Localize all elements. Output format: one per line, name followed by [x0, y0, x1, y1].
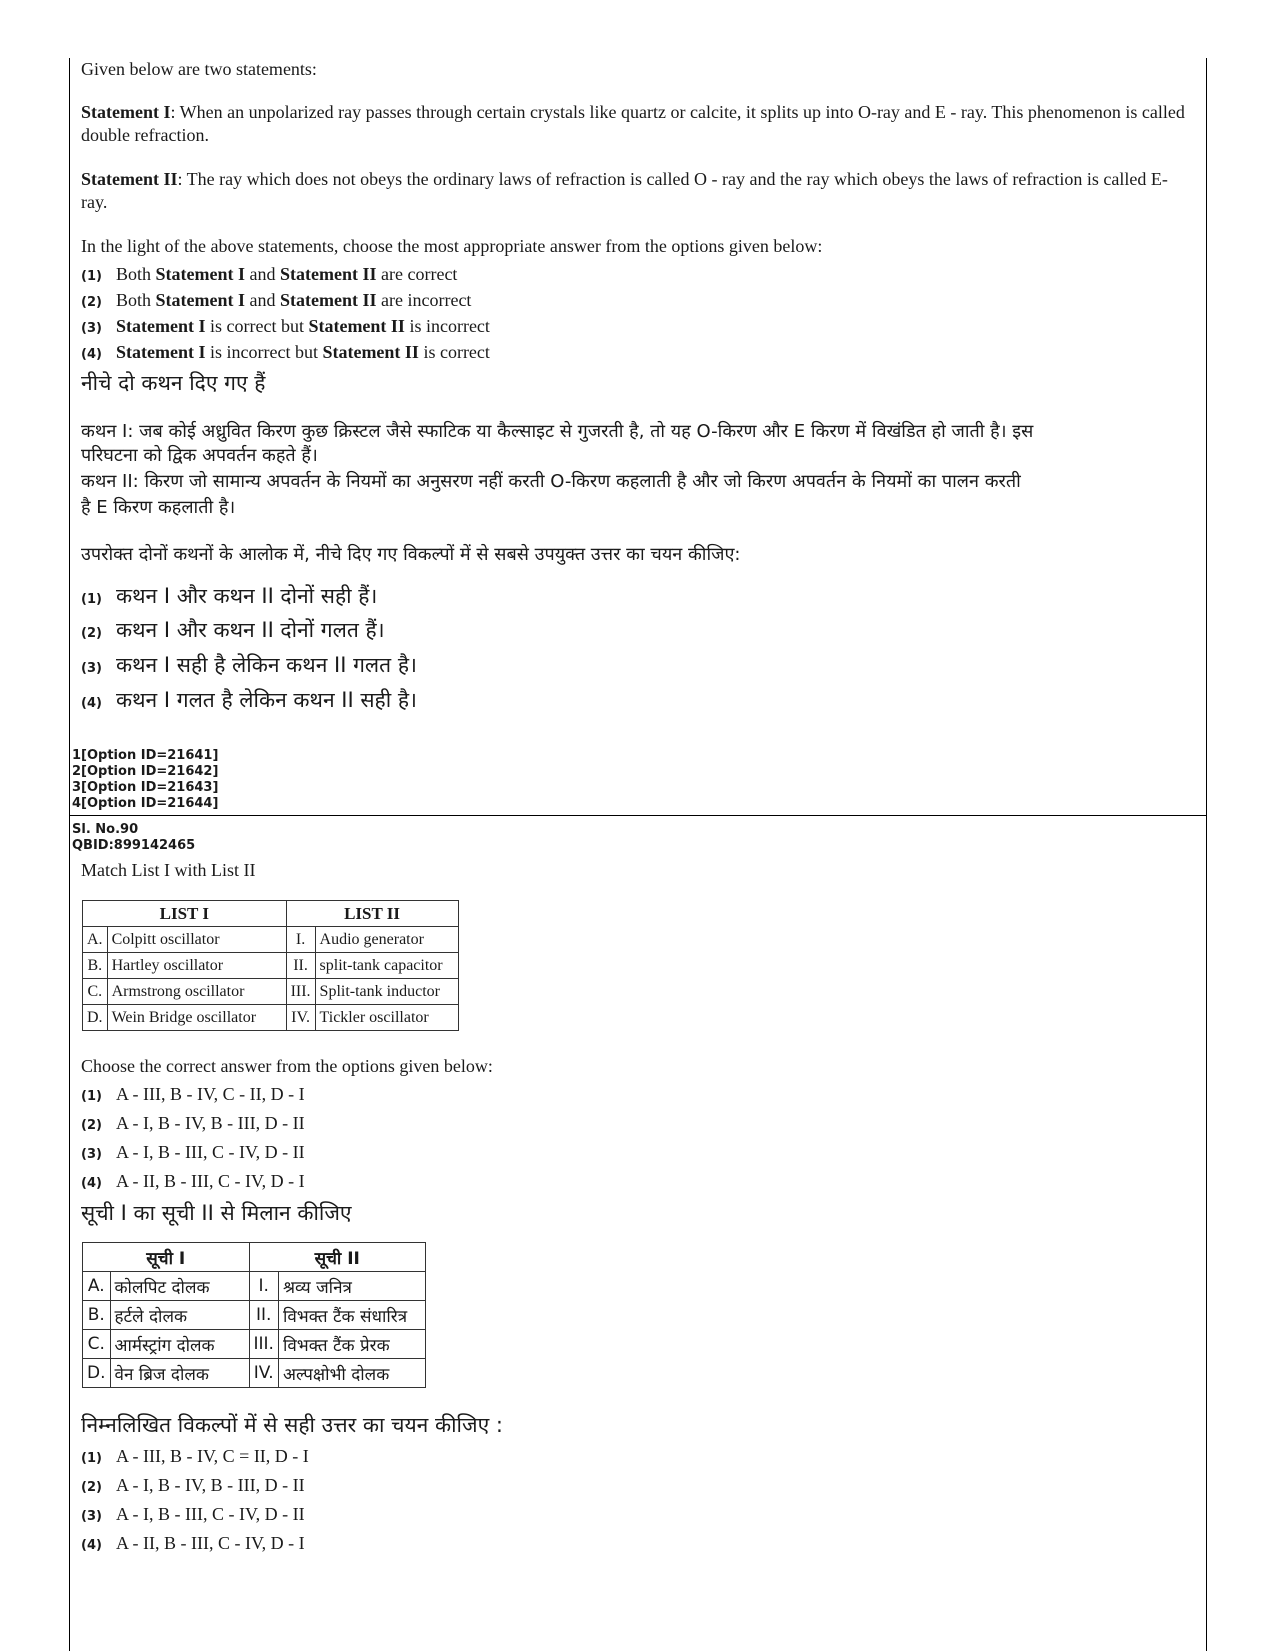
table-row: A. Colpitt oscillator I. Audio generator: [83, 927, 459, 953]
q89-hi-statement-1a: कथन I: जब कोई अध्रुवित किरण कुछ क्रिस्टल जैसे स्फाटिक या कैल्साइट से गुजरती है, तो यह O-किरण और E किरण में विखंडित हो जाती है। इस: [81, 421, 1034, 442]
q89-option-2: (2) Both Statement I and Statement II are incorrect: [81, 290, 472, 310]
list-1-header: LIST I: [83, 901, 287, 927]
table-header-row: [83, 1243, 426, 1272]
statement-2-label: Statement II: [81, 169, 178, 189]
q89-option-3: (3) Statement I is correct but Statement II is incorrect: [81, 316, 490, 336]
q90-option-3: (3) A - I, B - III, C - IV, D - II: [81, 1142, 305, 1162]
q89-hi-statement-2a: कथन II: किरण जो सामान्य अपवर्तन के नियमों का अनुसरण नहीं करती O-किरण कहलाती है और जो किरण अपवर्तन के नियमों का पालन करती: [81, 471, 1021, 492]
table-row: C. आर्मस्ट्रांग दोलक III. विभक्त टैंक प्रेरक: [83, 1330, 426, 1359]
q90-hi-option-1: (1) A - III, B - IV, C = II, D - I: [81, 1446, 309, 1466]
list-2-header: LIST II: [286, 901, 458, 927]
q90-option-1: (1) A - III, B - IV, C - II, D - I: [81, 1084, 305, 1104]
q89-hi-intro: नीचे दो कथन दिए गए हैं: [81, 371, 266, 395]
statement-2-text: : The ray which does not obeys the ordinary laws of refraction is called O - ray and the ray which obeys the laws of refraction is called E-ray.: [81, 169, 1168, 212]
option-id-2: 2[Option ID=21642]: [72, 764, 219, 779]
q90-hi-title: सूची I का सूची II से मिलान कीजिए: [81, 1201, 352, 1225]
table-row: A. कोलपिट दोलक I. श्रव्य जनित्र: [83, 1272, 426, 1301]
right-border: [1206, 58, 1207, 1651]
q89-hi-option-2: (2) कथन I और कथन II दोनों गलत हैं।: [81, 618, 385, 642]
table-row: C. Armstrong oscillator III. Split-tank inductor: [83, 979, 459, 1005]
sl-no: Sl. No.90: [72, 822, 139, 837]
q90-option-2: (2) A - I, B - IV, B - III, D - II: [81, 1113, 305, 1133]
option-id-3: 3[Option ID=21643]: [72, 780, 219, 795]
q90-hi-option-3: (3) A - I, B - III, C - IV, D - II: [81, 1504, 305, 1524]
q90-prompt: Choose the correct answer from the options given below:: [81, 1056, 493, 1076]
q89-option-4: (4) Statement I is incorrect but Statement II is correct: [81, 342, 490, 362]
q89-hi-option-1: (1) कथन I और कथन II दोनों सही हैं।: [81, 584, 378, 608]
question-divider: [69, 815, 1207, 816]
option-id-4: 4[Option ID=21644]: [72, 796, 219, 811]
q90-hi-option-4: (4) A - II, B - III, C - IV, D - I: [81, 1533, 305, 1553]
table-row: D. Wein Bridge oscillator IV. Tickler oscillator: [83, 1005, 459, 1031]
statement-1-text: : When an unpolarized ray passes through certain crystals like quartz or calcite, it splits up into O-ray and E - ray. This phenomenon is called double refraction.: [81, 102, 1185, 145]
q89-hi-option-3: (3) कथन I सही है लेकिन कथन II गलत है।: [81, 653, 417, 677]
match-table-en: [82, 900, 459, 1031]
left-border: [69, 58, 70, 1651]
q90-option-4: (4) A - II, B - III, C - IV, D - I: [81, 1171, 305, 1191]
hi-list-2-header: सूची II: [249, 1243, 425, 1272]
q89-hi-statement-1b: परिघटना को द्विक अपवर्तन कहते हैं।: [81, 445, 318, 466]
q90-title: Match List I with List II: [81, 860, 256, 880]
q89-statement-1: [81, 101, 1191, 147]
q89-option-1: (1) Both Statement I and Statement II are correct: [81, 264, 458, 284]
q89-hi-option-4: (4) कथन I गलत है लेकिन कथन II सही है।: [81, 688, 417, 712]
table-header-row: [83, 901, 459, 927]
option-id-1: 1[Option ID=21641]: [72, 748, 219, 763]
q90-hi-prompt: निम्नलिखित विकल्पों में से सही उत्तर का चयन कीजिए :: [81, 1413, 503, 1437]
q90-hi-option-2: (2) A - I, B - IV, B - III, D - II: [81, 1475, 305, 1495]
q89-hi-prompt: उपरोक्त दोनों कथनों के आलोक में, नीचे दिए गए विकल्पों में से सबसे उपयुक्त उत्तर का चयन कीजिए:: [81, 544, 741, 565]
qbid: QBID:899142465: [72, 838, 196, 853]
match-table-hi: [82, 1242, 426, 1388]
q89-prompt: In the light of the above statements, choose the most appropriate answer from the options given below:: [81, 236, 823, 256]
q89-statement-2: [81, 168, 1191, 214]
table-row: D. वेन ब्रिज दोलक IV. अल्पक्षोभी दोलक: [83, 1359, 426, 1388]
statement-1-label: Statement I: [81, 102, 171, 122]
table-row: B. हर्टले दोलक II. विभक्त टैंक संधारित्र: [83, 1301, 426, 1330]
q89-hi-statement-2b: है E किरण कहलाती है।: [81, 497, 236, 518]
table-row: B. Hartley oscillator II. split-tank capacitor: [83, 953, 459, 979]
q89-intro: Given below are two statements:: [81, 59, 317, 79]
hi-list-1-header: सूची I: [83, 1243, 250, 1272]
